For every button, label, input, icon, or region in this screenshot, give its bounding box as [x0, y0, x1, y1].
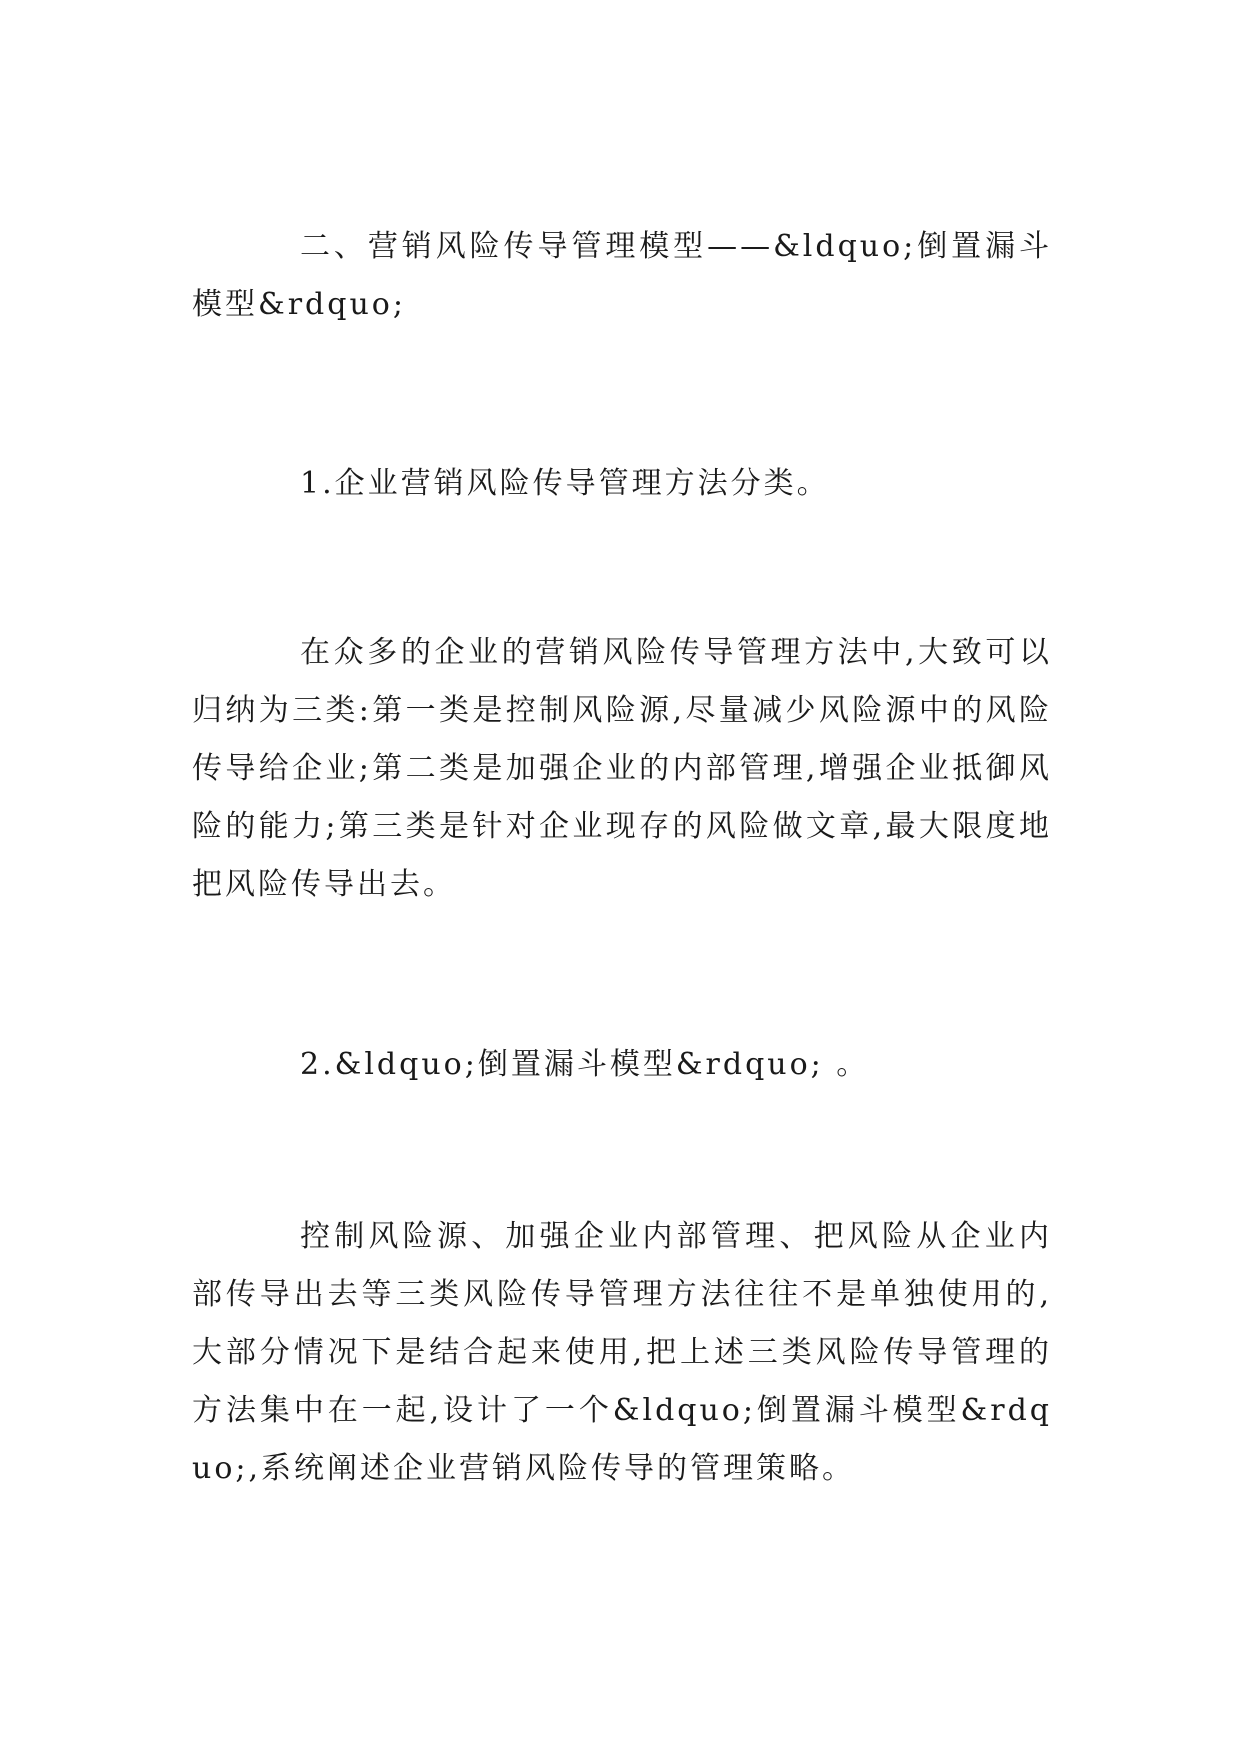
subsection-heading-1: 1.企业营销风险传导管理方法分类。	[300, 466, 830, 501]
body-paragraph-2: 控制风险源、加强企业内部管理、把风险从企业内部传导出去等三类风险传导管理方法往往不是单独使用的,大部分情况下是结合起来使用,把上述三类风险传导管理的方法集中在一起,设计了一个&ldquo;倒置漏斗模型&rdquo;,系统阐述企业营销风险传导的管理策略。	[192, 1219, 1052, 1486]
section-heading: 二、营销风险传导管理模型——&ldquo;倒置漏斗模型&rdquo;	[192, 229, 1052, 322]
subsection-heading-2: 2.&ldquo;倒置漏斗模型&rdquo; 。	[300, 1047, 870, 1082]
body-paragraph-1: 在众多的企业的营销风险传导管理方法中,大致可以归纳为三类:第一类是控制风险源,尽量减少风险源中的风险传导给企业;第二类是加强企业的内部管理,增强企业抵御风险的能力;第三类是针对企业现存的风险做文章,最大限度地把风险传导出去。	[192, 635, 1052, 902]
